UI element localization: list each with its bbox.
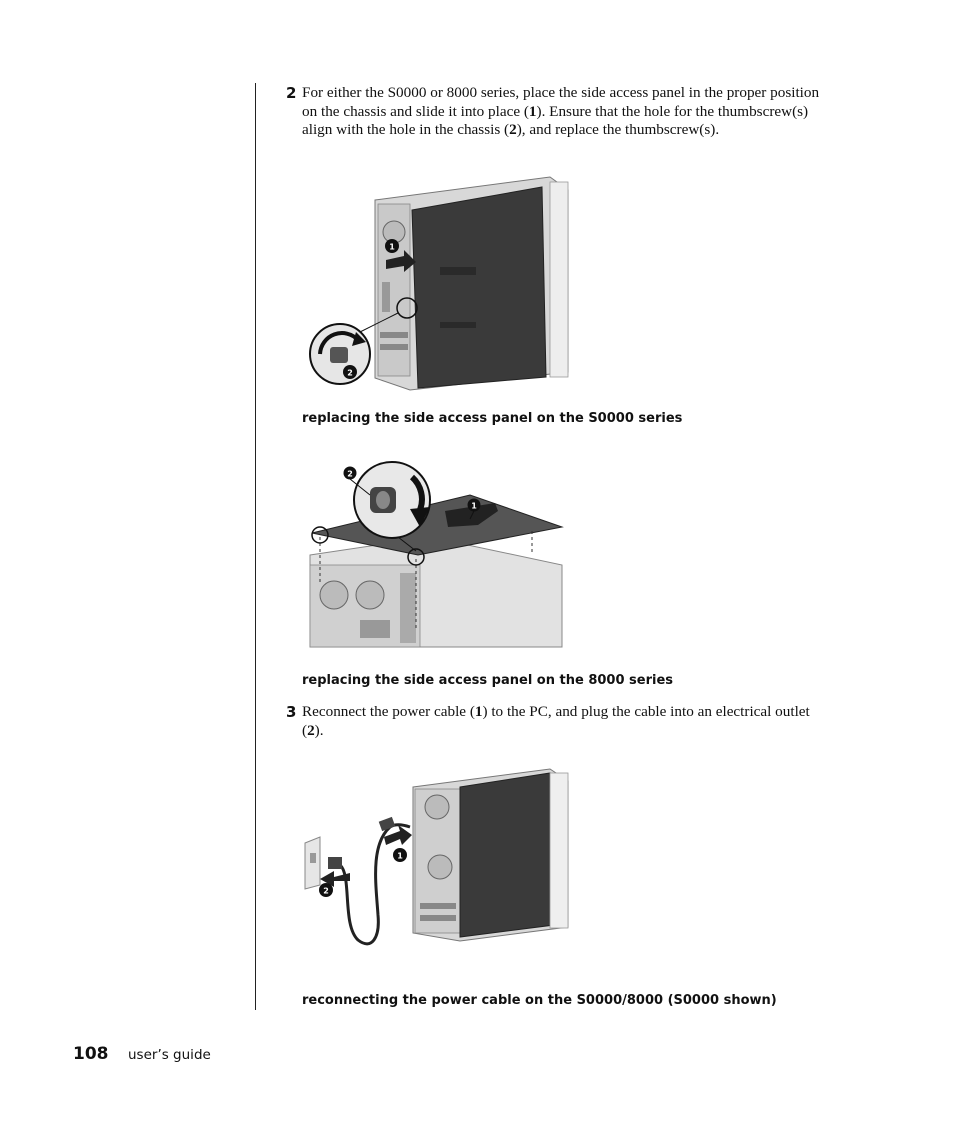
step-number: 3 (286, 703, 297, 721)
figure-s0000-side-panel (300, 172, 580, 394)
callout-1: 1 (389, 242, 395, 252)
callout-2: 2 (347, 368, 353, 378)
footer-title: user’s guide (128, 1047, 211, 1063)
page-number: 108 (73, 1044, 109, 1064)
step-2 (286, 84, 831, 140)
step-number: 2 (286, 84, 297, 102)
figure-8000-side-panel (300, 455, 570, 651)
step-text: Reconnect the power cable (1) to the PC, and plug the cable into an electrical outlet (2). (302, 703, 810, 739)
step-3 (286, 703, 831, 740)
figure-power-cable (300, 765, 580, 955)
step-text: For either the S0000 or 8000 series, place the side access panel in the proper position on the chassis and slide it into place (1). Ensure that the hole for the thumbscrew(s) align with the hole in the chassis (2), and replace the thumbscrew(s). (302, 84, 820, 139)
figure-caption: replacing the side access panel on the 8000 series (302, 673, 674, 688)
callout-2: 2 (347, 469, 353, 479)
callout-1: 1 (397, 851, 403, 861)
callout-2: 2 (323, 886, 329, 896)
figure-caption: replacing the side access panel on the S0000 series (302, 411, 683, 426)
margin-rule (255, 83, 256, 1010)
figure-caption: reconnecting the power cable on the S0000/8000 (S0000 shown) (302, 993, 777, 1008)
callout-1: 1 (471, 501, 477, 511)
